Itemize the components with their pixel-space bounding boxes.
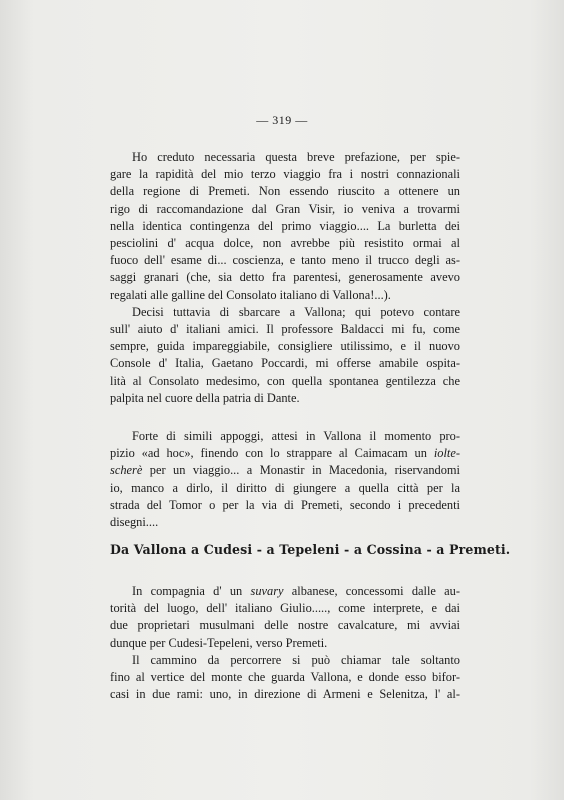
text-run: per un viaggio... a Monastir in Macedonia, riservandomi: [142, 463, 460, 478]
text-line: della regione di Premeti. Non essendo riuscito a ottenere un: [110, 184, 460, 199]
text-line: Forte di simili appoggi, attesi in Vallona il momento pro-: [132, 429, 460, 443]
text-run: In compagnia d' un: [132, 584, 251, 598]
text-line: nella identica contingenza del primo viaggio.... La burletta dei: [110, 218, 460, 233]
text-line: [110, 583, 460, 600]
text-line: dunque per Cudesi-Tepeleni, verso Premeti.: [110, 635, 328, 650]
text-line: Console d' Italia, Gaetano Poccardi, mi offerse amabile ospita-: [110, 356, 460, 371]
text-line: pesciolini d' acqua dolce, non avrebbe più resistito ormai al: [110, 236, 460, 251]
text-line: gare la rapidità del mio terzo viaggio fra i nostri connazionali: [110, 167, 460, 182]
text-line: fuoco dell' esame di... coscienza, e tanto meno il trucco degli as-: [110, 253, 460, 268]
page-number: — 319 —: [256, 113, 308, 127]
text-line: saggi granari (che, sia detto fra parentesi, generosamente avevo: [110, 270, 460, 285]
text-line: palpita nel cuore della patria di Dante.: [110, 390, 300, 405]
text-line: io, manco a dirlo, il diritto di giungere a quella città per la: [110, 480, 460, 495]
italic-word: suvary: [250, 584, 284, 598]
text-line: [110, 445, 460, 462]
text-line: disegni....: [110, 515, 159, 530]
text-line: fino al vertice del monte che guarda Vallona, e donde esso bifor-: [110, 670, 460, 685]
text-line: due proprietari musulmani delle nostre cavalcature, mi avviai: [110, 618, 460, 633]
text-line: casi in due rami: uno, in direzione di Armeni e Selenitza, l' al-: [110, 687, 460, 702]
text-run: albanese, concessomi dalle au-: [283, 584, 460, 598]
text-line: regalati alle galline del Consolato italiano di Vallona!...).: [110, 287, 391, 302]
text-line: strada del Tomor o per la via di Premeti, secondo i precedenti: [110, 497, 460, 512]
italic-word: iolte-: [433, 446, 460, 461]
paragraph-intro: [110, 149, 460, 407]
text-line: torità del luogo, dell' italiano Giulio....., come interprete, e dai: [110, 601, 460, 616]
text-line: Decisi tuttavia di sbarcare a Vallona; qui potevo contare: [132, 304, 460, 319]
text-line: Il cammino da percorrere si può chiamar tale soltanto: [132, 652, 460, 667]
paragraph-appoggi: [110, 428, 460, 531]
text-line: Ho creduto necessaria questa breve prefazione, per spie-: [132, 150, 460, 164]
text-line: sempre, guida impareggiabile, consigliere utilissimo, e il nuovo: [110, 339, 460, 354]
text-line: [110, 462, 460, 479]
text-run: pizio «ad hoc», finendo con lo strappare al Caimacam un: [110, 446, 434, 461]
italic-word: scherè: [110, 463, 143, 478]
text-line: rigo di raccomandazione dal Gran Visir, io veniva a trovarmi: [110, 201, 460, 216]
paragraph-journey: [110, 583, 460, 703]
text-line: lità al Consolato medesimo, con quella spontanea gentilezza che: [110, 373, 460, 388]
text-line: sull' aiuto d' italiani amici. Il professore Baldacci mi fu, come: [110, 322, 460, 337]
section-heading: Da Vallona a Cudesi - a Tepeleni - a Cossina - a Premeti.: [110, 542, 511, 557]
